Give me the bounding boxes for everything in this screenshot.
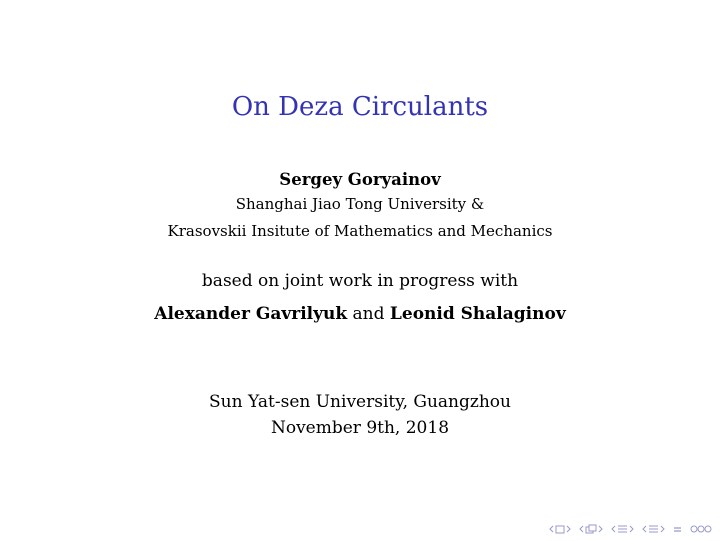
nav-next-arrow-icon[interactable] [660,525,665,533]
nav-search-icon[interactable] [690,524,712,534]
nav-section-group [611,524,634,534]
affiliation-line-1: Shanghai Jiao Tong University & [235,195,485,213]
nav-prev-arrow-icon[interactable] [549,525,554,533]
coauthors-line [0,304,720,324]
affiliation-line-2: Krasovskii Insitute of Mathematics and Mechanics [167,222,553,240]
venue-text: Sun Yat-sen University, Guangzhou [209,392,511,412]
page-title: On Deza Circulants [231,92,489,122]
nav-frame-group [549,525,571,534]
nav-align-icon[interactable] [673,525,682,534]
nav-subsection-group [579,524,603,534]
nav-next-arrow-icon[interactable] [566,525,571,533]
coauthor-2: Leonid Shalaginov [389,304,566,324]
navigation-bar [543,522,712,536]
nav-align-group [673,525,682,534]
nav-frame-icon[interactable] [555,525,565,534]
coauthor-joiner: and [352,304,385,324]
nav-section-icon[interactable] [617,524,628,534]
date-text: November 9th, 2018 [270,418,450,438]
nav-doc-icon[interactable] [648,524,659,534]
nav-next-arrow-icon[interactable] [598,525,603,533]
nav-doc-group [642,524,665,534]
nav-search-group [690,524,712,534]
based-on-text: based on joint work in progress with [201,271,519,291]
nav-prev-arrow-icon[interactable] [579,525,584,533]
author-name: Sergey Goryainov [279,170,441,189]
nav-prev-arrow-icon[interactable] [611,525,616,533]
nav-prev-arrow-icon[interactable] [642,525,647,533]
nav-next-arrow-icon[interactable] [629,525,634,533]
nav-subsection-icon[interactable] [585,524,597,534]
coauthor-1: Alexander Gavrilyuk [154,304,348,324]
